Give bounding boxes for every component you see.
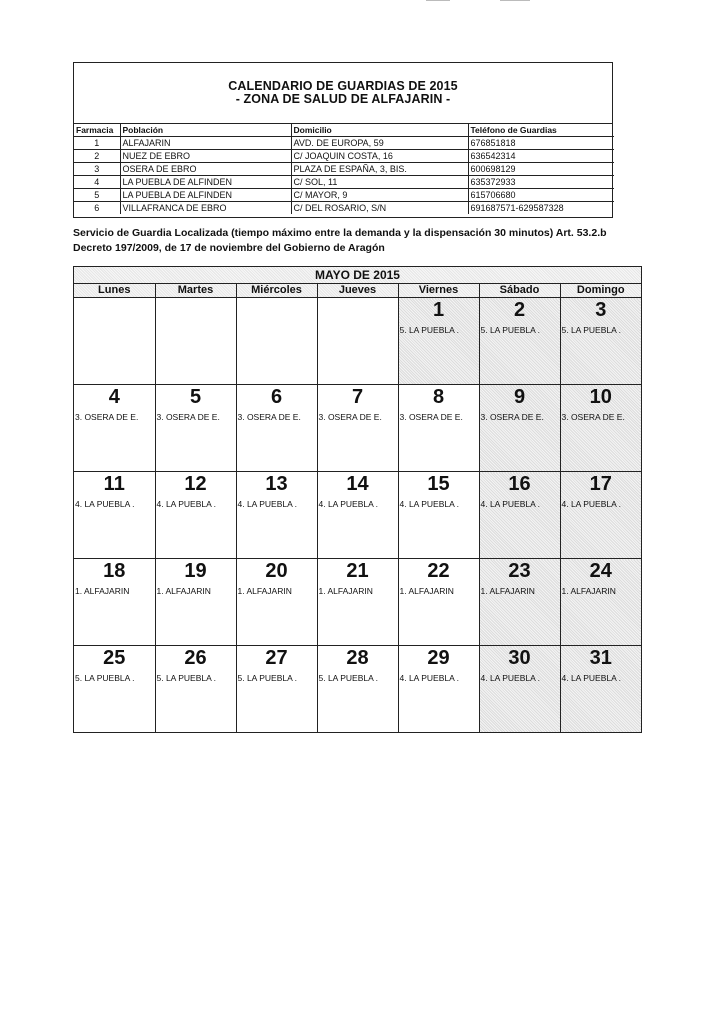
day-number: 29 xyxy=(427,647,450,669)
calendar-day-cell xyxy=(236,646,317,733)
pharmacy-phone: 600698129 xyxy=(468,163,614,176)
pharmacy-number: 4 xyxy=(74,176,120,189)
pharmacy-info-box xyxy=(73,62,613,218)
pharmacy-town: ALFAJARIN xyxy=(120,137,291,150)
on-duty-pharmacy-label: 1. ALFAJARIN xyxy=(561,586,616,596)
day-number: 13 xyxy=(265,473,288,495)
on-duty-pharmacy-label: 5. LA PUEBLA . xyxy=(480,325,541,335)
pharmacy-table-header xyxy=(74,124,614,137)
decree-line: Decreto 197/2009, de 17 de noviembre del Gobierno de Aragón xyxy=(73,242,385,254)
day-number: 25 xyxy=(103,647,126,669)
day-number: 8 xyxy=(432,386,445,408)
on-duty-pharmacy-label: 5. LA PUEBLA . xyxy=(156,673,217,683)
service-note-line: Servicio de Guardia Localizada (tiempo máximo entre la demanda y la dispensación 30 minutos) Art. 53.2.b xyxy=(73,227,607,239)
calendar-day-cell xyxy=(74,472,155,559)
on-duty-pharmacy-label: 4. LA PUEBLA . xyxy=(561,499,622,509)
pharmacy-town: OSERA DE EBRO xyxy=(120,163,291,176)
calendar-day-cell xyxy=(236,298,317,385)
on-duty-pharmacy-label: 1. ALFAJARIN xyxy=(156,586,211,596)
calendar-day-cell xyxy=(317,385,398,472)
calendar-day-cell xyxy=(74,559,155,646)
calendar-day-cell xyxy=(398,298,479,385)
day-number: 9 xyxy=(513,386,526,408)
scan-mark xyxy=(426,0,450,1)
day-number: 7 xyxy=(351,386,364,408)
calendar-day-cell xyxy=(74,298,155,385)
on-duty-pharmacy-label: 4. LA PUEBLA . xyxy=(237,499,298,509)
day-number: 2 xyxy=(513,299,526,321)
day-number: 22 xyxy=(427,560,450,582)
pharmacy-row xyxy=(74,189,614,202)
calendar-day-cell xyxy=(155,298,236,385)
column-header: Domicilio xyxy=(291,124,468,137)
calendar-day-cell xyxy=(155,559,236,646)
day-number: 28 xyxy=(346,647,369,669)
day-number: 12 xyxy=(184,473,207,495)
calendar-week-row xyxy=(74,385,641,472)
scan-mark xyxy=(500,0,530,1)
day-number: 1 xyxy=(432,299,445,321)
pharmacy-table-body xyxy=(74,137,614,215)
calendar-day-cell xyxy=(317,646,398,733)
on-duty-pharmacy-label: 3. OSERA DE E. xyxy=(318,412,382,422)
day-number: 24 xyxy=(589,560,612,582)
day-number: 16 xyxy=(508,473,531,495)
on-duty-pharmacy-label: 1. ALFAJARIN xyxy=(318,586,373,596)
calendar-day-cell xyxy=(398,559,479,646)
on-duty-pharmacy-label: 3. OSERA DE E. xyxy=(237,412,301,422)
on-duty-pharmacy-label: 4. LA PUEBLA . xyxy=(156,499,217,509)
calendar-day-cell xyxy=(155,646,236,733)
day-number: 20 xyxy=(265,560,288,582)
pharmacy-phone: 691687571-629587328 xyxy=(470,202,564,213)
day-number: 27 xyxy=(265,647,288,669)
on-duty-pharmacy-label: 4. LA PUEBLA . xyxy=(75,499,135,509)
calendar-day-cell xyxy=(398,646,479,733)
on-duty-pharmacy-label: 4. LA PUEBLA . xyxy=(480,673,541,683)
day-number: 14 xyxy=(346,473,369,495)
pharmacy-address: C/ SOL, 11 xyxy=(291,176,468,189)
calendar-day-cell xyxy=(479,559,560,646)
on-duty-pharmacy-label: 5. LA PUEBLA . xyxy=(399,325,460,335)
on-duty-pharmacy-label: 4. LA PUEBLA . xyxy=(399,499,460,509)
calendar-day-cell xyxy=(74,385,155,472)
pharmacy-number: 3 xyxy=(74,163,120,176)
calendar-day-cell xyxy=(317,298,398,385)
pharmacy-address: PLAZA DE ESPAÑA, 3, BIS. xyxy=(291,163,468,176)
calendar-month-title: MAYO DE 2015 xyxy=(74,267,641,284)
pharmacy-address: C/ JOAQUIN COSTA, 16 xyxy=(291,150,468,163)
on-duty-pharmacy-label: 5. LA PUEBLA . xyxy=(318,673,379,683)
pharmacy-town: VILLAFRANCA DE EBRO xyxy=(120,202,291,215)
document-subtitle: - ZONA DE SALUD DE ALFAJARIN - xyxy=(235,92,451,106)
calendar-day-cell xyxy=(479,472,560,559)
pharmacy-table xyxy=(74,124,614,214)
calendar-week-row xyxy=(74,646,641,733)
on-duty-pharmacy-label: 3. OSERA DE E. xyxy=(480,412,544,422)
calendar-day-cell xyxy=(560,559,641,646)
calendar-day-cell xyxy=(236,472,317,559)
calendar-body xyxy=(74,298,641,733)
calendar-day-cell xyxy=(317,472,398,559)
day-number: 17 xyxy=(589,473,612,495)
calendar-day-cell xyxy=(479,646,560,733)
calendar-day-cell xyxy=(560,646,641,733)
pharmacy-address: C/ MAYOR, 9 xyxy=(291,189,468,202)
day-number: 4 xyxy=(108,386,120,408)
on-duty-pharmacy-label: 3. OSERA DE E. xyxy=(156,412,220,422)
weekday-header: Jueves xyxy=(317,284,398,298)
calendar-day-cell xyxy=(560,298,641,385)
pharmacy-row xyxy=(74,150,614,163)
day-number: 18 xyxy=(103,560,126,582)
pharmacy-number: 5 xyxy=(74,189,120,202)
on-duty-pharmacy-label: 5. LA PUEBLA . xyxy=(561,325,622,335)
calendar-day-cell xyxy=(560,385,641,472)
pharmacy-phone: 636542314 xyxy=(468,150,614,163)
day-number: 5 xyxy=(189,386,202,408)
pharmacy-town: LA PUEBLA DE ALFINDEN xyxy=(120,176,291,189)
on-duty-pharmacy-label: 4. LA PUEBLA . xyxy=(399,673,460,683)
calendar-week-row xyxy=(74,472,641,559)
calendar-day-cell xyxy=(236,559,317,646)
on-duty-pharmacy-label: 1. ALFAJARIN xyxy=(480,586,535,596)
day-number: 6 xyxy=(270,386,283,408)
column-header: Teléfono de Guardias xyxy=(468,124,614,137)
calendar-day-cell xyxy=(317,559,398,646)
pharmacy-town: NUEZ DE EBRO xyxy=(120,150,291,163)
pharmacy-phone: 676851818 xyxy=(468,137,614,150)
calendar-week-row xyxy=(74,559,641,646)
calendar-day-cell xyxy=(398,472,479,559)
calendar-day-cell xyxy=(479,298,560,385)
on-duty-pharmacy-label: 1. ALFAJARIN xyxy=(399,586,454,596)
pharmacy-number: 6 xyxy=(74,202,120,215)
on-duty-pharmacy-label: 3. OSERA DE E. xyxy=(75,412,139,422)
column-header: Farmacia xyxy=(74,124,120,137)
pharmacy-phone: 635372933 xyxy=(468,176,614,189)
pharmacy-number: 1 xyxy=(74,137,120,150)
pharmacy-row xyxy=(74,202,614,215)
on-duty-pharmacy-label: 4. LA PUEBLA . xyxy=(561,673,622,683)
weekday-header-row xyxy=(74,284,641,298)
day-number: 15 xyxy=(427,473,450,495)
pharmacy-town: LA PUEBLA DE ALFINDEN xyxy=(120,189,291,202)
day-number: 26 xyxy=(184,647,207,669)
pharmacy-row xyxy=(74,163,614,176)
pharmacy-address: C/ DEL ROSARIO, S/N xyxy=(291,202,468,215)
calendar-grid xyxy=(74,284,641,732)
calendar xyxy=(73,266,642,733)
on-duty-pharmacy-label: 1. ALFAJARIN xyxy=(237,586,292,596)
on-duty-pharmacy-label: 3. OSERA DE E. xyxy=(561,412,625,422)
weekday-header: Viernes xyxy=(398,284,479,298)
calendar-day-cell xyxy=(155,385,236,472)
calendar-day-cell xyxy=(479,385,560,472)
weekday-header: Lunes xyxy=(74,284,155,298)
calendar-day-cell xyxy=(560,472,641,559)
weekday-header: Miércoles xyxy=(236,284,317,298)
day-number: 23 xyxy=(508,560,531,582)
calendar-day-cell xyxy=(74,646,155,733)
calendar-day-cell xyxy=(236,385,317,472)
on-duty-pharmacy-label: 1. ALFAJARIN xyxy=(75,586,130,596)
day-number: 11 xyxy=(103,473,125,495)
calendar-day-cell xyxy=(398,385,479,472)
pharmacy-address: AVD. DE EUROPA, 59 xyxy=(291,137,468,150)
on-duty-pharmacy-label: 5. LA PUEBLA . xyxy=(237,673,298,683)
calendar-day-cell xyxy=(155,472,236,559)
on-duty-pharmacy-label: 4. LA PUEBLA . xyxy=(318,499,379,509)
pharmacy-phone: 615706680 xyxy=(468,189,614,202)
day-number: 19 xyxy=(184,560,207,582)
pharmacy-number: 2 xyxy=(74,150,120,163)
column-header: Población xyxy=(120,124,291,137)
day-number: 31 xyxy=(589,647,612,669)
weekday-header: Martes xyxy=(155,284,236,298)
on-duty-pharmacy-label: 5. LA PUEBLA . xyxy=(75,673,135,683)
day-number: 30 xyxy=(508,647,531,669)
service-note xyxy=(73,226,673,256)
day-number: 21 xyxy=(346,560,369,582)
day-number: 3 xyxy=(595,299,607,321)
title-block xyxy=(74,63,612,124)
on-duty-pharmacy-label: 4. LA PUEBLA . xyxy=(480,499,541,509)
weekday-header: Domingo xyxy=(560,284,641,298)
calendar-week-row xyxy=(74,298,641,385)
pharmacy-row xyxy=(74,176,614,189)
pharmacy-row xyxy=(74,137,614,150)
on-duty-pharmacy-label: 3. OSERA DE E. xyxy=(399,412,463,422)
day-number: 10 xyxy=(589,386,612,408)
document-title: CALENDARIO DE GUARDIAS DE 2015 xyxy=(228,79,458,93)
weekday-header: Sábado xyxy=(479,284,560,298)
